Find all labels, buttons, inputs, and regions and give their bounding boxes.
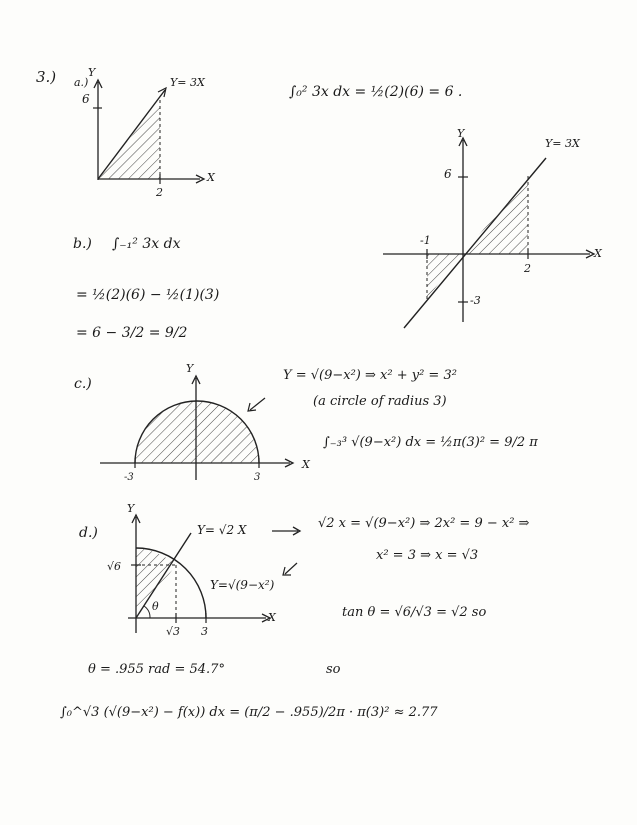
graph-c-tick-left: -3 [124,472,134,483]
part-c-eq2: (a circle of radius 3) [313,394,447,409]
part-b-line2: = ½(2)(6) − ½(1)(3) [76,287,220,303]
graph-a [93,80,204,184]
part-d-eq5: ∫₀^√3 (√(9−x²) − f(x)) dx = (π/2 − .955)/2π · π(3)² ≈ 2.77 [60,705,438,720]
graph-a-axis-x-label: X [207,171,215,184]
part-a-label: a.) [74,76,89,89]
graph-a-tick-x: 2 [156,186,163,199]
graph-d-tick-y: √6 [107,560,122,573]
part-b-label: b.) [73,236,92,252]
part-d-label: d.) [79,525,98,541]
graph-b-axis-y-label: Y [457,127,465,140]
part-d-eq4-so: so [326,662,341,677]
part-b-line3: = 6 − 3/2 = 9/2 [76,325,188,341]
graph-b-tick-x-left: -1 [420,234,431,247]
part-d-eq2: x² = 3 ⇒ x = √3 [376,548,479,563]
graph-b-axis-x-label: X [594,247,602,260]
graph-a-curve-label: Y= 3X [170,76,205,89]
graph-b-curve-label: Y= 3X [545,137,580,150]
graph-a-axis-y-label: Y [88,66,96,79]
part-b-line1: ∫₋₁² 3x dx [112,236,181,252]
part-d-eq4: θ = .955 rad = 54.7° [88,662,225,677]
graph-d-tick-x2: 3 [201,625,208,638]
graph-c-tick-right: 3 [254,472,261,483]
graph-b-tick-y-bottom: -3 [470,294,481,307]
graph-a-tick-y: 6 [82,92,90,106]
graph-b-tick-y-top: 6 [444,167,452,181]
graph-c-axis-y-label: Y [186,362,194,375]
graph-b-tick-x-right: 2 [524,262,531,275]
graph-d-line-label: Y= √2 X [197,523,247,537]
part-c-label: c.) [74,376,92,392]
graph-d-axis-y-label: Y [127,502,135,515]
graph-b [383,138,594,328]
graph-c [100,376,293,480]
graph-d-tick-x1: √3 [166,625,181,638]
graph-d-axis-x-label: X [268,611,276,624]
problem-number: 3.) [36,68,57,86]
part-d-eq1: √2 x = √(9−x²) ⇒ 2x² = 9 − x² ⇒ [318,516,530,531]
part-a-integral: ∫₀² 3x dx = ½(2)(6) = 6 . [289,84,463,100]
graph-c-axis-x-label: X [302,458,310,471]
part-c-eq1: Y = √(9−x²) ⇒ x² + y² = 3² [283,368,457,383]
graph-d-angle-label: θ [152,600,159,613]
part-c-eq3: ∫₋₃³ √(9−x²) dx = ½π(3)² = 9/2 π [323,435,538,450]
arrow-to-equation [272,527,300,535]
part-d-eq3: tan θ = √6/√3 = √2 so [342,605,487,620]
graph-d-curve-label: Y=√(9−x²) [210,578,275,592]
